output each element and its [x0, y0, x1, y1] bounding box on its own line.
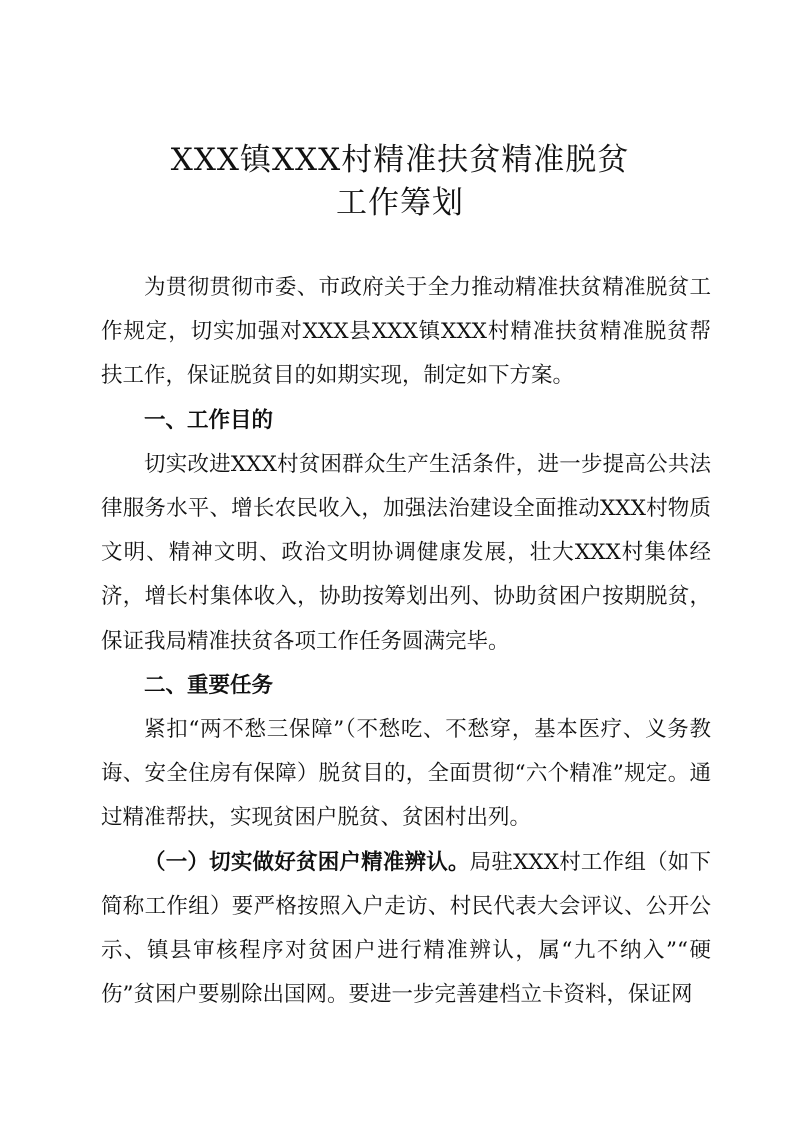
item1-lead: （一）切实做好贫困户精准辨认。 — [144, 849, 470, 875]
section2-heading: 二、重要任务 — [144, 672, 274, 698]
section2-paragraph: 紧扣“两不愁三保障”（不愁吃、不愁穿，基本医疗、义务教诲、安全住房有保障）脱贫目的，全面贯彻“六个精准”规定。通过精准帮扶，实现贫困户脱贫、贫困村出列。 — [101, 717, 711, 831]
item1-text: 局驻XXX村工作组（如下简称工作组）要严格按照入户走访、村民代表大会评议、公开公示、镇县审核程序对贫困户进行精准辨认，属“九不纳入”“硬伤”贫困户要剔除出国网。要进一步完善建档立卡资料，保证网 — [101, 849, 711, 1008]
document-body — [101, 266, 711, 1017]
section1-paragraph: 切实改进XXX村贫困群众生产生活条件，进一步提高公共法律服务水平、增长农民收入，加强法治建设全面推动XXX村物质文明、精神文明、政治文明协调健康发展，壮大XXX村集体经济，增长村集体收入，协助按筹划出列、协助贫困户按期脱贫，保证我局精准扶贫各项工作任务圆满完毕。 — [101, 451, 711, 654]
item1-paragraph — [101, 841, 711, 1018]
document-title-line1: XXX镇XXX村精准扶贫精准脱贫 — [170, 142, 630, 178]
document-title-line2: 工作筹划 — [336, 185, 464, 221]
section1-heading: 一、工作目的 — [144, 407, 274, 433]
intro-paragraph: 为贯彻贯彻市委、市政府关于全力推动精准扶贫精准脱贫工作规定，切实加强对XXX县XXX镇XXX村精准扶贫精准脱贫帮扶工作，保证脱贫目的如期实现，制定如下方案。 — [101, 275, 711, 389]
